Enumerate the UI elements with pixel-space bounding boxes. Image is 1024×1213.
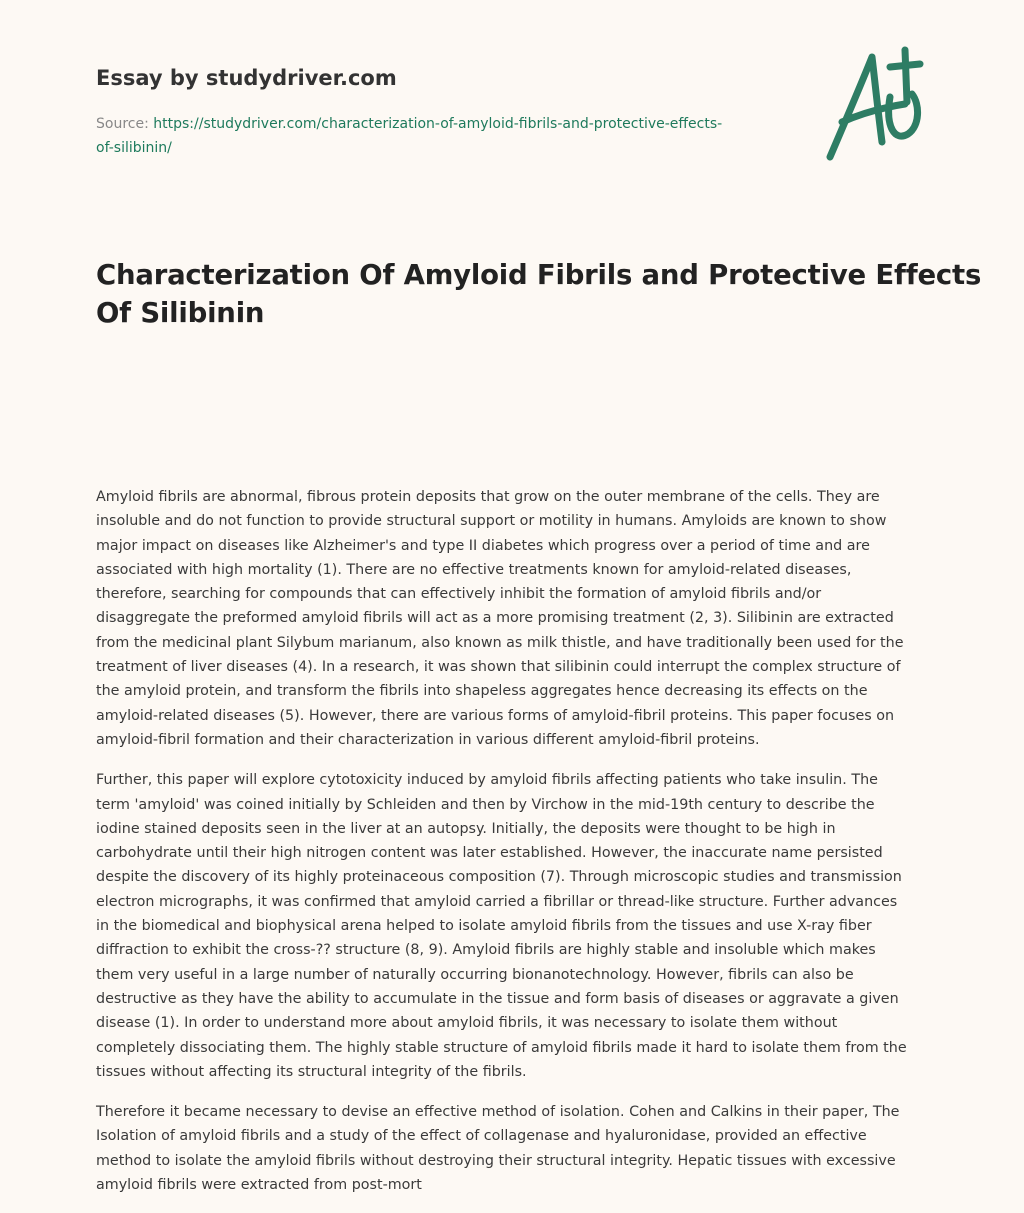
paragraph-line: amyloid fibrils were extracted from post-mort <box>96 1177 422 1194</box>
essay-paragraph <box>96 768 946 1084</box>
paragraph-line: Isolation of amyloid fibrils and a study of the effect of collagenase and hyaluronidase, provided an effective <box>96 1128 867 1145</box>
paragraph-line: destructive as they have the ability to accumulate in the tissue and form basis of diseases or aggravate a given <box>96 990 899 1007</box>
source-line <box>96 112 776 160</box>
paragraph-line: in the biomedical and biophysical arena helped to isolate amyloid fibrils from the tissues and use X-ray fiber <box>96 918 872 935</box>
paragraph-line: despite the discovery of its highly proteinaceous composition (7). Through microscopic studies and transmission <box>96 869 902 886</box>
paragraph-line: treatment of liver diseases (4). In a research, it was shown that silibinin could interrupt the complex structure of <box>96 659 901 676</box>
paragraph-line: amyloid-fibril formation and their characterization in various different amyloid-fibril proteins. <box>96 731 760 748</box>
essay-body <box>96 485 946 1213</box>
paragraph-line: disease (1). In order to understand more about amyloid fibrils, it was necessary to isolate them without <box>96 1015 838 1032</box>
paragraph-line: electron micrographs, it was confirmed that amyloid carried a fibrillar or thread-like structure. Further advances <box>96 893 898 910</box>
paragraph-line: Amyloid fibrils are abnormal, fibrous protein deposits that grow on the outer membrane of the cells. They are <box>96 489 880 505</box>
paragraph-line: diffraction to exhibit the cross-?? structure (8, 9). Amyloid fibrils are highly stable and insoluble which makes <box>96 942 876 959</box>
paragraph-line: Further, this paper will explore cytotoxicity induced by amyloid fibrils affecting patients who take insulin. The <box>96 772 878 789</box>
paragraph-line: insoluble and do not function to provide structural support or motility in humans. Amyloids are known to show <box>96 513 887 530</box>
source-link[interactable]: https://studydriver.com/characterization-of-amyloid-fibrils-and-protective-effects- of-silibinin/ <box>96 116 723 156</box>
paragraph-line: therefore, searching for compounds that can effectively inhibit the formation of amyloid fibrils and/or <box>96 586 822 603</box>
paragraph-line: term 'amyloid' was coined initially by Schleiden and then by Virchow in the mid-19th century to describe the <box>96 796 875 813</box>
site-brand: Essay by studydriver.com <box>96 66 397 90</box>
paragraph-line: tissues without affecting its structural integrity of the fibrils. <box>96 1063 527 1080</box>
paragraph-line: major impact on diseases like Alzheimer's and type II diabetes which progress over a period of time and are <box>96 537 870 554</box>
essay-paragraph <box>96 1100 946 1197</box>
paragraph-line: carbohydrate until their high nitrogen content was later established. However, the inaccurate name persisted <box>96 845 883 862</box>
paragraph-line: them very useful in a large number of naturally occurring bionanotechnology. However, fibrils can also be <box>96 966 854 983</box>
paragraph-line: associated with high mortality (1). There are no effective treatments known for amyloid-related diseases, <box>96 561 852 578</box>
paragraph-line: disaggregate the preformed amyloid fibrils will act as a more promising treatment (2, 3). Silibinin are extracted <box>96 610 894 627</box>
paragraph-line: from the medicinal plant Silybum marianum, also known as milk thistle, and have traditionally been used for the <box>96 634 904 651</box>
paragraph-line: the amyloid protein, and transform the fibrils into shapeless aggregates hence decreasing its effects on the <box>96 683 868 700</box>
paragraph-line: amyloid-related diseases (5). However, there are various forms of amyloid-fibril proteins. This paper focuses on <box>96 707 895 724</box>
paragraph-line: completely dissociating them. The highly stable structure of amyloid fibrils made it hard to isolate them from the <box>96 1039 907 1056</box>
paragraph-line: iodine stained deposits seen in the liver at an autopsy. Initially, the deposits were thought to be high in <box>96 820 836 837</box>
page-title: Characterization Of Amyloid Fibrils and Protective Effects Of Silibinin <box>96 259 982 329</box>
a-plus-logo-icon <box>820 42 930 167</box>
paragraph-line: method to isolate the amyloid fibrils without destroying their structural integrity. Hepatic tissues with excessive <box>96 1152 896 1169</box>
source-label: Source: <box>96 116 154 132</box>
paragraph-line: Therefore it became necessary to devise an effective method of isolation. Cohen and Calkins in their paper, The <box>96 1104 900 1121</box>
essay-paragraph <box>96 485 946 752</box>
